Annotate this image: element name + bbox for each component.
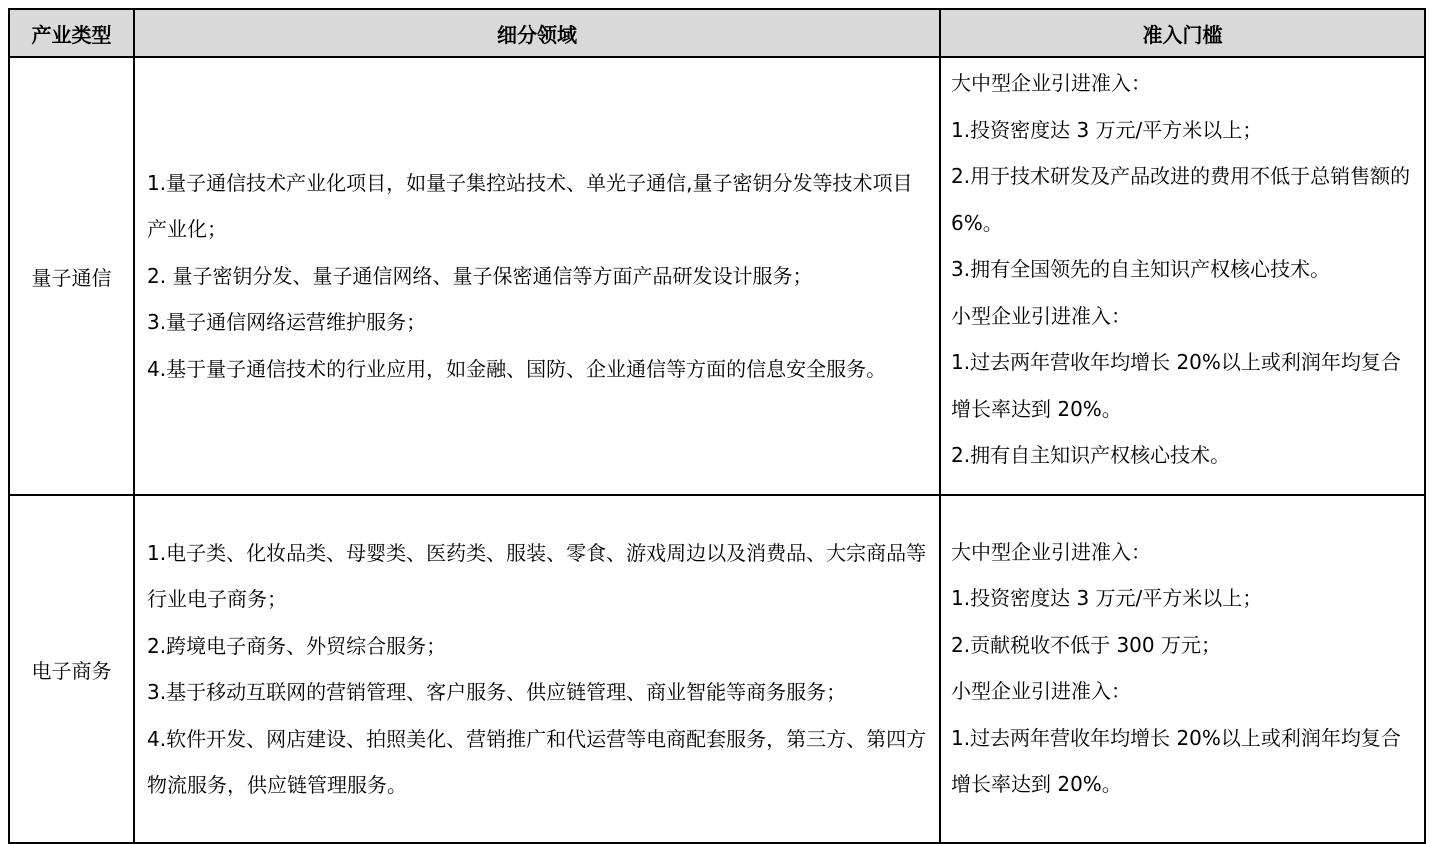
requirement-item: 1.投资密度达 3 万元/平方米以上； (951, 586, 1263, 610)
table-row (9, 495, 1425, 843)
threshold-cell (940, 57, 1425, 495)
requirement-item: 1.过去两年营收年均增长 20%以上或利润年均复合增长率达到 20%。 (951, 725, 1401, 796)
requirement-item: 1.过去两年营收年均增长 20%以上或利润年均复合增长率达到 20%。 (951, 350, 1401, 421)
threshold-cell (940, 495, 1425, 843)
header-industry-type: 产业类型 (9, 9, 134, 57)
requirement-item: 2.用于技术研发及产品改进的费用不低于总销售额的 6%。 (951, 164, 1411, 235)
sub-fields-cell (134, 57, 940, 495)
field-item: 3.量子通信网络运营维护服务； (147, 310, 427, 335)
requirement-heading: 大中型企业引进准入： (951, 539, 1151, 564)
sub-fields-cell (134, 495, 940, 843)
requirement-item: 2.拥有自主知识产权核心技术。 (951, 443, 1231, 467)
header-sub-fields: 细分领域 (134, 9, 940, 57)
field-item: 3.基于移动互联网的营销管理、客户服务、供应链管理、商业智能等商务服务； (147, 680, 847, 704)
table-row (9, 57, 1425, 495)
requirement-heading: 大中型企业引进准入： (951, 71, 1151, 95)
field-item: 2. 量子密钥分发、量子通信网络、量子保密通信等方面产品研发设计服务； (147, 263, 813, 288)
field-item: 4.软件开发、网店建设、拍照美化、营销推广和代运营等电商配套服务，第三方、第四方物流服务，供应链管理服务。 (147, 726, 927, 797)
table-header-row (9, 9, 1425, 57)
header-entry-threshold: 准入门槛 (940, 9, 1425, 57)
field-item: 1.电子类、化妆品类、母婴类、医药类、服装、零食、游戏周边以及消费品、大宗商品等行业电子商务； (147, 540, 927, 611)
requirement-heading: 小型企业引进准入： (951, 303, 1131, 328)
field-item: 4.基于量子通信技术的行业应用，如金融、国防、企业通信等方面的信息安全服务。 (147, 356, 887, 381)
industry-type-cell: 电子商务 (9, 495, 134, 843)
document-sheet (8, 8, 1424, 808)
requirement-item: 1.投资密度达 3 万元/平方米以上； (951, 117, 1263, 142)
industry-type-cell: 量子通信 (9, 57, 134, 495)
requirement-heading: 小型企业引进准入： (951, 679, 1131, 703)
field-item: 1.量子通信技术产业化项目，如量子集控站技术、单光子通信,量子密钥分发等技术项目产业化； (147, 170, 913, 242)
requirement-item: 2.贡献税收不低于 300 万元； (951, 632, 1221, 657)
industry-requirements-table (8, 8, 1426, 844)
requirement-item: 3.拥有全国领先的自主知识产权核心技术。 (951, 257, 1331, 281)
field-item: 2.跨境电子商务、外贸综合服务； (147, 633, 447, 658)
